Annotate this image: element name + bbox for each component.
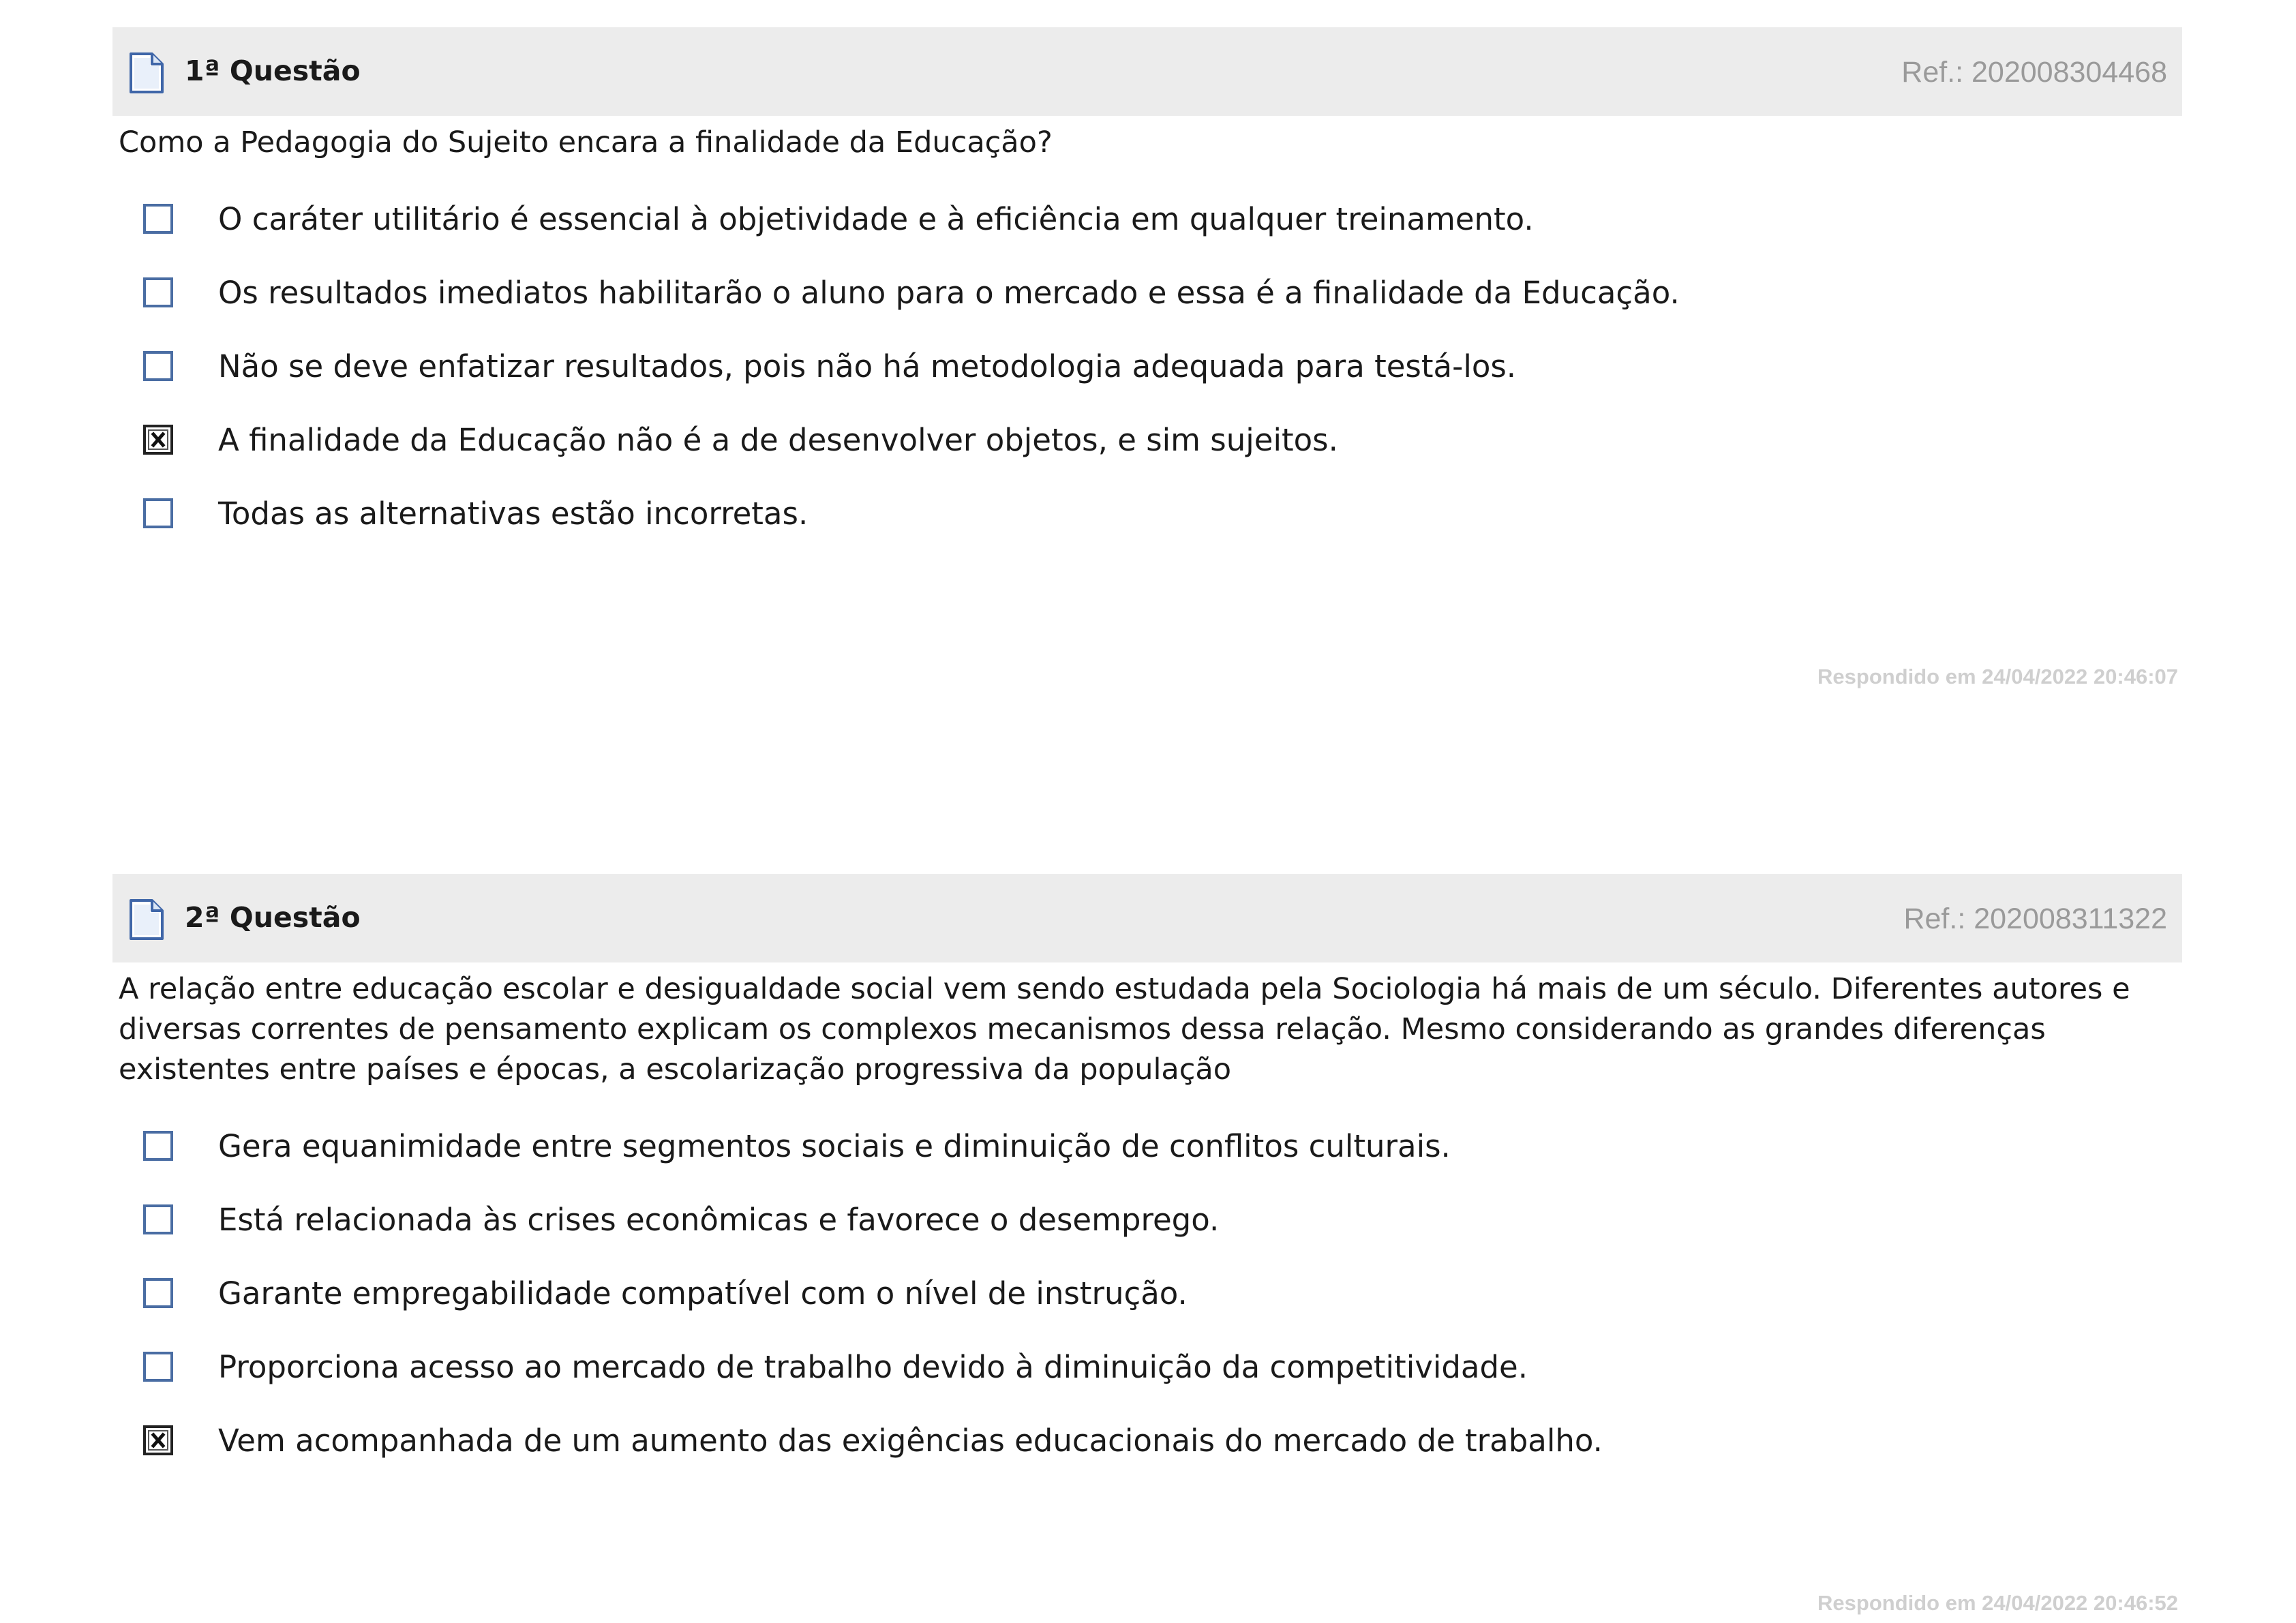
answer-options: [112, 201, 2182, 572]
empty-checkbox-icon[interactable]: [143, 1278, 173, 1308]
empty-checkbox-icon[interactable]: [143, 204, 173, 234]
empty-checkbox-icon[interactable]: [143, 1352, 173, 1382]
question-ref: Ref.: 202008311322: [1903, 902, 2167, 935]
answer-option[interactable]: [112, 1128, 2182, 1204]
answer-option-label: Garante empregabilidade compatível com o nível de instrução.: [218, 1275, 1188, 1311]
question-text: Como a Pedagogia do Sujeito encara a finalidade da Educação?: [119, 125, 1053, 160]
x-mark-icon: [146, 427, 170, 452]
answer-option-label: O caráter utilitário é essencial à objetividade e à eficiência em qualquer treinamento.: [218, 201, 1534, 237]
document-icon: [129, 898, 164, 941]
question-1: [112, 27, 2182, 688]
question-title: 1ª Questão: [185, 55, 361, 87]
question-header: [112, 874, 2182, 962]
answer-option-label: Não se deve enfatizar resultados, pois não há metodologia adequada para testá-los.: [218, 348, 1517, 384]
answer-option-label: Os resultados imediatos habilitarão o aluno para o mercado e essa é a finalidade da Educação.: [218, 275, 1680, 311]
answer-option[interactable]: [112, 348, 2182, 425]
question-2: [112, 874, 2182, 1615]
answer-option[interactable]: [112, 1349, 2182, 1425]
answer-option-selected[interactable]: [112, 422, 2182, 498]
empty-checkbox-icon[interactable]: [143, 351, 173, 381]
document-icon: [129, 52, 164, 94]
answer-options: [112, 1128, 2182, 1499]
answer-option-label: Proporciona acesso ao mercado de trabalho devido à diminuição da competitividade.: [218, 1349, 1528, 1385]
answered-timestamp: Respondido em 24/04/2022 20:46:07: [1817, 665, 2178, 688]
question-text: A relação entre educação escolar e desigualdade social vem sendo estudada pela Sociologia há mais de um século. Diferentes autores e diversas correntes de pensamento explicam os complexos mecanismos dessa relação. Mesmo considerando as grandes diferenças existentes entre países e épocas, a escolarização progressiva da população: [119, 972, 2130, 1087]
answer-option[interactable]: [112, 277, 2182, 351]
question-header: [112, 27, 2182, 116]
question-title: 2ª Questão: [185, 901, 361, 934]
answer-option-label: Gera equanimidade entre segmentos sociais e diminuição de conflitos culturais.: [218, 1128, 1451, 1164]
answered-timestamp: Respondido em 24/04/2022 20:46:52: [1817, 1591, 2178, 1615]
answer-option-label: Vem acompanhada de um aumento das exigências educacionais do mercado de trabalho.: [218, 1423, 1603, 1459]
answer-option-label: A finalidade da Educação não é a de desenvolver objetos, e sim sujeitos.: [218, 422, 1338, 458]
x-checkbox-icon[interactable]: [143, 425, 173, 455]
empty-checkbox-icon[interactable]: [143, 1131, 173, 1161]
answer-option[interactable]: [112, 1275, 2182, 1352]
empty-checkbox-icon[interactable]: [143, 1204, 173, 1234]
x-mark-icon: [146, 1428, 170, 1453]
answer-option[interactable]: [112, 498, 2182, 572]
answer-option[interactable]: [112, 201, 2182, 277]
answer-option-label: Todas as alternativas estão incorretas.: [218, 496, 809, 532]
question-ref: Ref.: 202008304468: [1901, 56, 2167, 89]
empty-checkbox-icon[interactable]: [143, 277, 173, 307]
answer-option[interactable]: [112, 1204, 2182, 1278]
answer-option-label: Está relacionada às crises econômicas e favorece o desemprego.: [218, 1202, 1220, 1238]
answer-option-selected[interactable]: [112, 1425, 2182, 1499]
x-checkbox-icon[interactable]: [143, 1425, 173, 1455]
empty-checkbox-icon[interactable]: [143, 498, 173, 528]
